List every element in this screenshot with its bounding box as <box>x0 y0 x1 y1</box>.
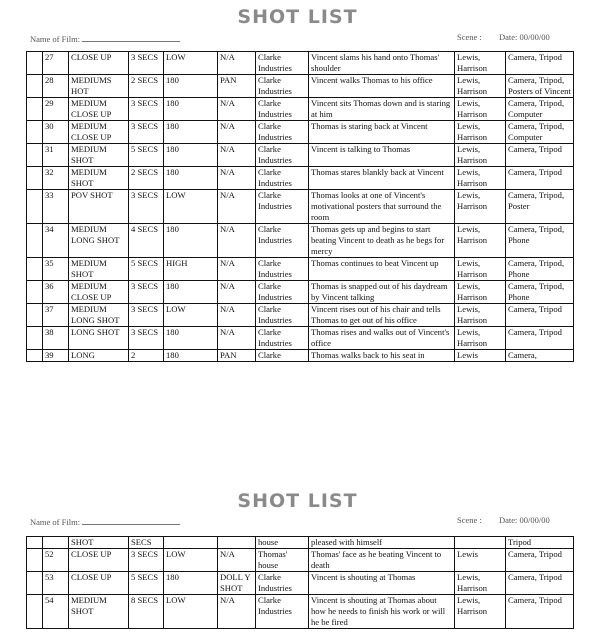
location-cell: Clarke Industries <box>256 167 309 190</box>
movement-cell: PAN <box>218 350 256 362</box>
shot-number-cell: 30 <box>43 121 69 144</box>
location-cell: Thomas' house <box>256 549 309 572</box>
angle-cell: 180 <box>164 224 218 258</box>
duration-cell: 3 SECS <box>129 121 164 144</box>
equipment-cell: Camera, Tripod <box>506 144 574 167</box>
margin-cell <box>27 121 43 144</box>
movement-cell: N/A <box>218 144 256 167</box>
description-cell: Vincent sits Thomas down and is staring at him <box>309 98 455 121</box>
angle-cell: 180 <box>164 98 218 121</box>
movement-cell <box>218 537 256 549</box>
description-cell: Vincent is shouting at Thomas about how he needs to finish his work or will he be fired <box>309 595 455 629</box>
movement-cell: PAN <box>218 75 256 98</box>
cast-cell: Lewis, Harrison <box>455 121 506 144</box>
scene-label: Scene : <box>457 32 482 42</box>
movement-cell: N/A <box>218 121 256 144</box>
scene-label: Scene : <box>457 515 482 525</box>
duration-cell: 3 SECS <box>129 190 164 224</box>
shot-number-cell: 36 <box>43 281 69 304</box>
cast-cell: Lewis, Harrison <box>455 304 506 327</box>
description-cell: Thomas stares blankly back at Vincent <box>309 167 455 190</box>
shot-number-cell: 38 <box>43 327 69 350</box>
film-name-field <box>30 515 180 527</box>
angle-cell: LOW <box>164 549 218 572</box>
shot-number-cell: 37 <box>43 304 69 327</box>
shot-type-cell: MEDIUM SHOT <box>69 595 129 629</box>
description-cell: Thomas' face as he beating Vincent to death <box>309 549 455 572</box>
margin-cell <box>27 52 43 75</box>
shot-type-cell: MEDIUMS HOT <box>69 75 129 98</box>
description-cell: Thomas rises and walks out of Vincent's office <box>309 327 455 350</box>
angle-cell: LOW <box>164 304 218 327</box>
shot-number-cell: 33 <box>43 190 69 224</box>
equipment-cell: Camera, Tripod, Phone <box>506 281 574 304</box>
movement-cell: N/A <box>218 595 256 629</box>
cast-cell: Lewis, Harrison <box>455 190 506 224</box>
duration-cell: 3 SECS <box>129 98 164 121</box>
shot-list-table-page-2 <box>26 536 574 629</box>
equipment-cell: Camera, Tripod <box>506 549 574 572</box>
margin-cell <box>27 595 43 629</box>
table-row <box>27 537 574 549</box>
table-row <box>27 167 574 190</box>
shot-number-cell: 32 <box>43 167 69 190</box>
location-cell: Clarke Industries <box>256 75 309 98</box>
location-cell: Clarke Industries <box>256 224 309 258</box>
equipment-cell: Camera, Tripod <box>506 595 574 629</box>
angle-cell: 180 <box>164 144 218 167</box>
duration-cell: 4 SECS <box>129 224 164 258</box>
margin-cell <box>27 224 43 258</box>
cast-cell: Lewis, Harrison <box>455 572 506 595</box>
shot-type-cell: CLOSE UP <box>69 549 129 572</box>
shot-type-cell: MEDIUM LONG SHOT <box>69 224 129 258</box>
location-cell: Clarke Industries <box>256 190 309 224</box>
equipment-cell: Camera, Tripod, Phone <box>506 258 574 281</box>
angle-cell: 180 <box>164 327 218 350</box>
duration-cell: 3 SECS <box>129 52 164 75</box>
table-row <box>27 281 574 304</box>
table-row <box>27 327 574 350</box>
movement-cell: N/A <box>218 167 256 190</box>
table-row <box>27 549 574 572</box>
shot-number-cell: 54 <box>43 595 69 629</box>
margin-cell <box>27 327 43 350</box>
table-row <box>27 144 574 167</box>
equipment-cell: Camera, Tripod, Posters of Vincent <box>506 75 574 98</box>
description-cell: Vincent is shouting at Thomas <box>309 572 455 595</box>
margin-cell <box>27 304 43 327</box>
shot-number-cell: 31 <box>43 144 69 167</box>
shot-type-cell: CLOSE UP <box>69 52 129 75</box>
film-name-label: Name of Film: <box>30 34 81 44</box>
movement-cell: N/A <box>218 98 256 121</box>
location-cell: Clarke Industries <box>256 144 309 167</box>
equipment-cell: Camera, <box>506 350 574 362</box>
shot-type-cell: CLOSE UP <box>69 572 129 595</box>
equipment-cell: Camera, Tripod, Computer <box>506 121 574 144</box>
angle-cell: LOW <box>164 52 218 75</box>
margin-cell <box>27 281 43 304</box>
angle-cell: LOW <box>164 190 218 224</box>
movement-cell: N/A <box>218 190 256 224</box>
duration-cell: 2 SECS <box>129 167 164 190</box>
description-cell: Vincent slams his hand onto Thomas' shoulder <box>309 52 455 75</box>
table-row <box>27 258 574 281</box>
location-cell: Clarke Industries <box>256 281 309 304</box>
movement-cell: N/A <box>218 281 256 304</box>
description-cell: Thomas gets up and begins to start beating Vincent to death as he begs for mercy <box>309 224 455 258</box>
duration-cell: 3 SECS <box>129 549 164 572</box>
page-title: SHOT LIST <box>237 490 358 512</box>
duration-cell: 2 SECS <box>129 75 164 98</box>
table-row <box>27 75 574 98</box>
date-label: Date: 00/00/00 <box>499 515 550 525</box>
location-cell: Clarke Industries <box>256 258 309 281</box>
movement-cell: DOLL Y SHOT <box>218 572 256 595</box>
shot-number-cell: 35 <box>43 258 69 281</box>
location-cell: Clarke Industries <box>256 327 309 350</box>
shot-number-cell <box>43 537 69 549</box>
duration-cell: 3 SECS <box>129 281 164 304</box>
location-cell: Clarke Industries <box>256 121 309 144</box>
cast-cell <box>455 537 506 549</box>
cast-cell: Lewis, Harrison <box>455 595 506 629</box>
cast-cell: Lewis, Harrison <box>455 144 506 167</box>
angle-cell: 180 <box>164 350 218 362</box>
cast-cell: Lewis <box>455 549 506 572</box>
shot-number-cell: 29 <box>43 98 69 121</box>
duration-cell: 5 SECS <box>129 144 164 167</box>
movement-cell: N/A <box>218 549 256 572</box>
description-cell: Thomas is snapped out of his daydream by Vincent talking <box>309 281 455 304</box>
equipment-cell: Camera, Tripod, Computer <box>506 98 574 121</box>
cast-cell: Lewis, Harrison <box>455 327 506 350</box>
table-row <box>27 572 574 595</box>
cast-cell: Lewis, Harrison <box>455 75 506 98</box>
margin-cell <box>27 549 43 572</box>
film-name-field <box>30 32 180 44</box>
table-row <box>27 190 574 224</box>
shot-number-cell: 34 <box>43 224 69 258</box>
location-cell: house <box>256 537 309 549</box>
duration-cell: 2 <box>129 350 164 362</box>
shot-number-cell: 27 <box>43 52 69 75</box>
margin-cell <box>27 350 43 362</box>
equipment-cell: Camera, Tripod <box>506 327 574 350</box>
movement-cell: N/A <box>218 258 256 281</box>
angle-cell: HIGH <box>164 258 218 281</box>
equipment-cell: Camera, Tripod <box>506 167 574 190</box>
table-row <box>27 52 574 75</box>
duration-cell: 8 SECS <box>129 595 164 629</box>
equipment-cell: Tripod <box>506 537 574 549</box>
equipment-cell: Camera, Tripod <box>506 572 574 595</box>
description-cell: Thomas is staring back at Vincent <box>309 121 455 144</box>
location-cell: Clarke Industries <box>256 52 309 75</box>
angle-cell <box>164 537 218 549</box>
movement-cell: N/A <box>218 304 256 327</box>
description-cell: Thomas continues to beat Vincent up <box>309 258 455 281</box>
cast-cell: Lewis, Harrison <box>455 167 506 190</box>
cast-cell: Lewis, Harrison <box>455 98 506 121</box>
margin-cell <box>27 190 43 224</box>
table-row <box>27 304 574 327</box>
cast-cell: Lewis, Harrison <box>455 52 506 75</box>
duration-cell: 5 SECS <box>129 258 164 281</box>
description-cell: Vincent rises out of his chair and tells Thomas to get out of his office <box>309 304 455 327</box>
duration-cell: SECS <box>129 537 164 549</box>
angle-cell: 180 <box>164 75 218 98</box>
shot-number-cell: 39 <box>43 350 69 362</box>
description-cell: Vincent walks Thomas to his office <box>309 75 455 98</box>
page-1-table-area <box>0 50 595 408</box>
duration-cell: 5 SECS <box>129 572 164 595</box>
table-row <box>27 224 574 258</box>
shot-type-cell: POV SHOT <box>69 190 129 224</box>
shot-number-cell: 53 <box>43 572 69 595</box>
description-cell: Thomas looks at one of Vincent's motivational posters that surround the room <box>309 190 455 224</box>
margin-cell <box>27 144 43 167</box>
film-name-line <box>82 515 180 525</box>
shot-number-cell: 28 <box>43 75 69 98</box>
shot-type-cell: LONG <box>69 350 129 362</box>
movement-cell: N/A <box>218 224 256 258</box>
equipment-cell: Camera, Tripod, Poster <box>506 190 574 224</box>
margin-cell <box>27 167 43 190</box>
location-cell: Clarke Industries <box>256 304 309 327</box>
shot-type-cell: MEDIUM CLOSE UP <box>69 281 129 304</box>
shot-type-cell: MEDIUM LONG SHOT <box>69 304 129 327</box>
shot-type-cell: MEDIUM CLOSE UP <box>69 121 129 144</box>
duration-cell: 3 SECS <box>129 327 164 350</box>
film-name-label: Name of Film: <box>30 517 81 527</box>
table-row <box>27 98 574 121</box>
location-cell: Clarke Industries <box>256 595 309 629</box>
equipment-cell: Camera, Tripod, Phone <box>506 224 574 258</box>
shot-type-cell: MEDIUM CLOSE UP <box>69 98 129 121</box>
description-cell: Thomas walks back to his seat in <box>309 350 455 362</box>
description-cell: pleased with himself <box>309 537 455 549</box>
shot-type-cell: SHOT <box>69 537 129 549</box>
cast-cell: Lewis, Harrison <box>455 224 506 258</box>
margin-cell <box>27 537 43 549</box>
angle-cell: LOW <box>164 595 218 629</box>
cast-cell: Lewis, Harrison <box>455 258 506 281</box>
table-row <box>27 350 574 362</box>
shot-type-cell: LONG SHOT <box>69 327 129 350</box>
page-title: SHOT LIST <box>237 6 358 28</box>
cast-cell: Lewis <box>455 350 506 362</box>
movement-cell: N/A <box>218 327 256 350</box>
margin-cell <box>27 572 43 595</box>
shot-type-cell: MEDIUM SHOT <box>69 258 129 281</box>
page-2-table-area <box>0 536 595 642</box>
equipment-cell: Camera, Tripod <box>506 52 574 75</box>
margin-cell <box>27 258 43 281</box>
duration-cell: 3 SECS <box>129 304 164 327</box>
shot-list-table-page-1 <box>26 51 574 362</box>
date-label: Date: 00/00/00 <box>499 32 550 42</box>
table-row <box>27 595 574 629</box>
location-cell: Clarke Industries <box>256 98 309 121</box>
cast-cell: Lewis, Harrison <box>455 281 506 304</box>
location-cell: Clarke Industries <box>256 572 309 595</box>
equipment-cell: Camera, Tripod <box>506 304 574 327</box>
table-row <box>27 121 574 144</box>
movement-cell: N/A <box>218 52 256 75</box>
margin-cell <box>27 75 43 98</box>
description-cell: Vincent is talking to Thomas <box>309 144 455 167</box>
film-name-line <box>82 32 180 42</box>
angle-cell: 180 <box>164 281 218 304</box>
shot-number-cell: 52 <box>43 549 69 572</box>
location-cell: Clarke <box>256 350 309 362</box>
angle-cell: 180 <box>164 572 218 595</box>
shot-type-cell: MEDIUM SHOT <box>69 167 129 190</box>
angle-cell: 180 <box>164 167 218 190</box>
angle-cell: 180 <box>164 121 218 144</box>
margin-cell <box>27 98 43 121</box>
shot-type-cell: MEDIUM SHOT <box>69 144 129 167</box>
